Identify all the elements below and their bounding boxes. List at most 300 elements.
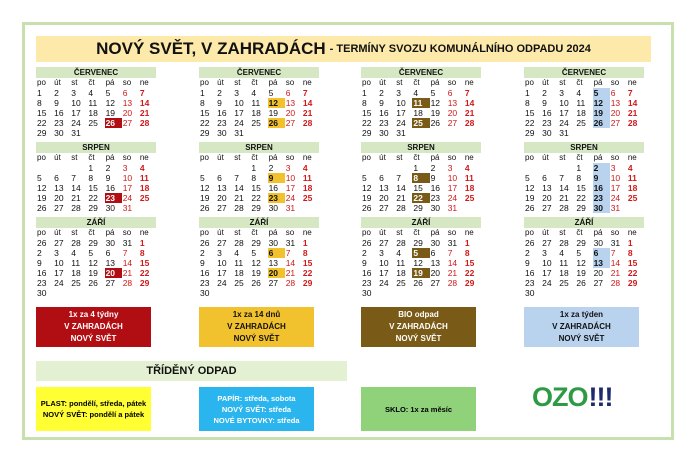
calendar-day: 5 <box>37 173 42 183</box>
calendar-day <box>233 163 250 173</box>
weekday-header: po <box>37 78 46 87</box>
calendar-day: 6 <box>379 173 384 183</box>
calendar-day: 28 <box>234 203 244 213</box>
prev-month-day: 28 <box>396 238 406 248</box>
calendar-day: 8 <box>362 98 367 108</box>
calendar-day: 24 <box>285 193 296 203</box>
legend-box <box>524 307 639 347</box>
calendar-day: 1 <box>302 238 308 248</box>
calendar-day: 25 <box>576 118 586 128</box>
prev-month-day: 31 <box>122 238 133 248</box>
calendar-day: 18 <box>413 108 423 118</box>
calendar-day: 29 <box>464 278 475 288</box>
calendar-day: 1 <box>139 238 145 248</box>
calendar-day: 12 <box>88 258 98 268</box>
calendar-day: 15 <box>362 108 372 118</box>
calendar-day <box>361 163 378 173</box>
calendar-day: 16 <box>430 183 441 193</box>
prev-month-day: 26 <box>362 238 372 248</box>
calendar-day <box>53 288 70 298</box>
calendar-day: 17 <box>217 268 227 278</box>
weekday-header: ne <box>464 228 474 237</box>
calendar-day <box>139 288 156 298</box>
calendar-day: 31 <box>559 128 569 138</box>
calendar-day <box>378 288 395 298</box>
calendar-day: 31 <box>610 203 621 213</box>
weekday-header: ne <box>464 78 474 87</box>
title-main: NOVÝ SVĚT, V ZAHRADÁCH <box>96 39 326 58</box>
calendar-day: 18 <box>139 183 150 193</box>
weekday-header: po <box>200 78 209 87</box>
weekday-header: st <box>559 228 566 237</box>
month-grid <box>361 228 481 298</box>
calendar-day: 15 <box>200 108 210 118</box>
calendar-day: 8 <box>576 173 582 183</box>
calendar-day: 9 <box>430 173 436 183</box>
calendar-day: 9 <box>379 98 384 108</box>
calendar-day: 8 <box>412 173 429 183</box>
calendar-day: 18 <box>559 268 569 278</box>
calendar-day: 13 <box>430 258 441 268</box>
calendar-day: 20 <box>593 268 604 278</box>
calendar-day: 30 <box>54 128 64 138</box>
calendar-day: 16 <box>200 268 210 278</box>
calendar-day: 30 <box>37 288 47 298</box>
calendar-day: 17 <box>379 268 389 278</box>
calendar-day: 15 <box>88 183 98 193</box>
calendar-day: 18 <box>396 268 406 278</box>
calendar-day: 13 <box>122 98 133 108</box>
legend-line: NOVÝ SVĚT <box>70 334 117 343</box>
weekday-header: po <box>200 228 209 237</box>
calendar-day: 2 <box>542 88 547 98</box>
month-name: ČERVENEC <box>36 67 156 78</box>
calendar-day: 28 <box>122 278 133 288</box>
calendar-day <box>464 128 481 138</box>
calendar-day: 31 <box>71 128 81 138</box>
calendar-day: 20 <box>285 108 296 118</box>
calendar-day: 18 <box>464 183 475 193</box>
calendar-day: 28 <box>627 118 638 128</box>
calendar-day <box>575 288 592 298</box>
calendar-day <box>302 128 319 138</box>
calendar-day: 7 <box>285 248 291 258</box>
weekday-header: so <box>122 228 132 237</box>
calendar-day: 5 <box>105 88 111 98</box>
month-grid <box>361 78 481 138</box>
calendar-day: 12 <box>37 183 47 193</box>
calendar-day: 14 <box>627 98 638 108</box>
calendar-day: 1 <box>362 88 367 98</box>
papir-box <box>199 387 314 431</box>
prev-month-day: 29 <box>413 238 423 248</box>
calendar-day: 12 <box>413 258 423 268</box>
weekday-header: po <box>362 228 371 237</box>
calendar-day: 3 <box>285 163 291 173</box>
calendar-day: 8 <box>88 173 94 183</box>
calendar-day: 19 <box>525 193 535 203</box>
calendar-day: 2 <box>268 163 274 173</box>
calendar-day: 1 <box>627 238 633 248</box>
calendar-day: 29 <box>576 203 586 213</box>
weekday-header: st <box>71 153 78 162</box>
calendar-day: 13 <box>268 258 279 268</box>
calendar-day: 1 <box>200 88 205 98</box>
calendar-day: 4 <box>234 248 240 258</box>
calendar-day: 7 <box>447 248 453 258</box>
calendar-day: 11 <box>88 98 98 108</box>
calendar-day: 10 <box>542 258 552 268</box>
calendar-day: 7 <box>302 88 308 98</box>
calendar-day: 17 <box>54 268 64 278</box>
prev-month-day: 27 <box>54 238 64 248</box>
calendar-day: 31 <box>234 128 244 138</box>
weekday-header: so <box>610 228 620 237</box>
calendar-day <box>593 288 610 298</box>
calendar-day: 18 <box>251 108 261 118</box>
calendar-day: 20 <box>122 108 133 118</box>
weekday-header: pá <box>268 228 278 237</box>
calendar-day: 22 <box>362 118 372 128</box>
calendar-day: 24 <box>54 278 64 288</box>
calendar-day: 20 <box>268 268 285 278</box>
calendar-day: 20 <box>447 108 458 118</box>
legend-line: V ZAHRADÁCH <box>552 322 611 331</box>
calendar-day: 22 <box>302 268 313 278</box>
calendar-day <box>464 288 481 298</box>
calendar-day: 15 <box>576 183 586 193</box>
calendar-day <box>541 288 558 298</box>
weekday-header: so <box>285 153 295 162</box>
calendar-day: 14 <box>285 258 296 268</box>
month-grid <box>524 153 644 213</box>
calendar-day: 27 <box>430 278 441 288</box>
calendar-day: 21 <box>464 108 475 118</box>
weekday-header: út <box>217 78 224 87</box>
calendar-day <box>575 128 592 138</box>
sklo-line: SKLO: 1x za měsíc <box>384 404 453 414</box>
calendar-day: 22 <box>464 268 475 278</box>
calendar-day: 25 <box>302 193 313 203</box>
calendar-day: 1 <box>251 163 257 173</box>
calendar-day <box>268 288 285 298</box>
weekday-header: po <box>362 78 371 87</box>
calendar-day: 18 <box>627 183 638 193</box>
calendar-day: 25 <box>234 278 244 288</box>
calendar-day: 6 <box>105 248 111 258</box>
calendar-day: 19 <box>268 108 279 118</box>
logo-text: OZO <box>532 382 588 412</box>
calendar-day: 2 <box>37 248 42 258</box>
calendar-day: 21 <box>139 108 150 118</box>
calendar-day: 29 <box>251 203 261 213</box>
calendar-day <box>430 128 447 138</box>
weekday-header: po <box>362 153 371 162</box>
weekday-header: čt <box>413 78 420 87</box>
legend-line: 1x za 14 dnů <box>232 310 281 319</box>
weekday-header: pá <box>430 228 440 237</box>
prev-month-day: 26 <box>37 238 47 248</box>
calendar-day: 25 <box>251 118 261 128</box>
calendar-day <box>70 288 87 298</box>
calendar-day: 25 <box>412 118 429 128</box>
calendar-day: 16 <box>379 108 389 118</box>
calendar-day: 15 <box>413 183 423 193</box>
calendar-day: 26 <box>268 118 285 128</box>
calendar-day: 23 <box>542 118 552 128</box>
calendar-day: 5 <box>251 248 257 258</box>
calendar-day <box>233 288 250 298</box>
calendar-day: 24 <box>217 278 227 288</box>
calendar-day: 23 <box>268 193 285 203</box>
calendar-column <box>524 67 644 302</box>
calendar-day: 26 <box>200 203 210 213</box>
calendar-day: 31 <box>396 128 406 138</box>
legend-line: BIO odpad <box>398 310 439 319</box>
calendar-day: 19 <box>362 193 372 203</box>
calendar-day: 6 <box>268 248 285 258</box>
calendar-day: 21 <box>71 193 81 203</box>
month-name: SRPEN <box>361 142 481 153</box>
calendar-day: 23 <box>430 193 441 203</box>
calendar-day: 17 <box>542 268 552 278</box>
calendar-day: 24 <box>396 118 406 128</box>
weekday-header: čt <box>88 153 95 162</box>
calendar-day: 16 <box>217 108 227 118</box>
calendar-day: 26 <box>362 203 372 213</box>
calendar-day: 30 <box>362 288 372 298</box>
legend-line: 1x za týden <box>559 310 604 319</box>
weekday-header: út <box>54 228 61 237</box>
calendar-day: 3 <box>234 88 240 98</box>
calendar-day <box>541 163 558 173</box>
calendar-day: 16 <box>268 183 279 193</box>
calendar-day: 11 <box>396 258 406 268</box>
month-name: ČERVENEC <box>361 67 481 78</box>
calendar-day: 27 <box>285 118 296 128</box>
calendar-day <box>285 288 302 298</box>
weekday-header: so <box>122 78 132 87</box>
sorted-waste-title: TŘÍDĚNÝ ODPAD <box>36 361 347 381</box>
month-block <box>361 67 481 138</box>
calendar-day: 2 <box>593 163 610 173</box>
calendar-day: 7 <box>71 173 77 183</box>
month-block <box>524 142 644 213</box>
calendar-day: 14 <box>447 258 458 268</box>
calendar-day: 24 <box>71 118 81 128</box>
calendar-day: 5 <box>593 88 610 98</box>
calendar-day: 10 <box>71 98 81 108</box>
calendar-day: 14 <box>234 183 244 193</box>
calendar-day <box>139 128 156 138</box>
prev-month-day: 31 <box>285 238 296 248</box>
prev-month-day: 30 <box>593 238 604 248</box>
prev-month-day: 27 <box>379 238 389 248</box>
calendar-day: 29 <box>413 203 423 213</box>
calendar-day: 27 <box>268 278 279 288</box>
calendar-day: 28 <box>302 118 313 128</box>
calendar-day: 23 <box>200 278 210 288</box>
month-name: ČERVENEC <box>524 67 644 78</box>
weekday-header: út <box>379 78 386 87</box>
calendar-day: 24 <box>122 193 133 203</box>
calendar-day: 7 <box>122 248 128 258</box>
prev-month-day: 28 <box>559 238 569 248</box>
month-grid <box>36 228 156 298</box>
calendar-day: 3 <box>54 248 59 258</box>
sklo-box <box>361 387 476 431</box>
calendar-day: 3 <box>217 248 222 258</box>
weekday-header: út <box>54 153 61 162</box>
calendar-day: 22 <box>525 118 535 128</box>
weekday-header: st <box>234 153 241 162</box>
month-name: SRPEN <box>524 142 644 153</box>
weekday-header: st <box>396 228 403 237</box>
weekday-header: so <box>447 153 457 162</box>
calendar-day: 22 <box>139 268 150 278</box>
calendar-day: 6 <box>122 88 128 98</box>
weekday-header: st <box>396 78 403 87</box>
calendar-day: 8 <box>302 248 308 258</box>
calendar-day: 2 <box>430 163 436 173</box>
prev-month-day: 29 <box>88 238 98 248</box>
calendar-day: 9 <box>37 258 42 268</box>
month-name: ZÁŘÍ <box>199 217 319 228</box>
calendar-day: 16 <box>542 108 552 118</box>
weekday-header: st <box>234 78 241 87</box>
calendar-day: 10 <box>54 258 64 268</box>
calendar-day: 24 <box>447 193 458 203</box>
calendar-day: 19 <box>412 268 429 278</box>
weekday-header: ne <box>139 78 149 87</box>
calendar-day: 14 <box>559 183 569 193</box>
calendar-day: 19 <box>105 108 116 118</box>
calendar-day: 15 <box>302 258 313 268</box>
calendar-day <box>447 288 464 298</box>
calendar-day: 12 <box>576 258 586 268</box>
calendar-day: 26 <box>251 278 261 288</box>
month-grid <box>36 153 156 213</box>
prev-month-day: 28 <box>71 238 81 248</box>
weekday-header: čt <box>251 78 258 87</box>
calendar-day: 23 <box>379 118 389 128</box>
calendar-day: 17 <box>447 183 458 193</box>
weekday-header: čt <box>88 78 95 87</box>
weekday-header: čt <box>576 153 583 162</box>
prev-month-day: 30 <box>105 238 116 248</box>
calendar-day: 29 <box>139 278 150 288</box>
calendar-day: 3 <box>447 163 453 173</box>
plast-line: NOVÝ SVĚT: pondělí a pátek <box>42 410 145 419</box>
calendar-day: 27 <box>610 118 621 128</box>
calendar-day: 7 <box>464 88 470 98</box>
weekday-header: pá <box>593 153 603 162</box>
calendar-day: 16 <box>362 268 372 278</box>
weekday-header: ne <box>302 228 312 237</box>
month-block <box>361 217 481 298</box>
weekday-header: út <box>217 228 224 237</box>
papir-line: NOVÝ SVĚT: středa <box>221 404 292 414</box>
calendar-day: 16 <box>54 108 64 118</box>
calendar-day: 7 <box>234 173 240 183</box>
calendar-day <box>105 288 122 298</box>
calendar-day <box>105 128 122 138</box>
calendar-day: 21 <box>610 268 621 278</box>
month-block <box>199 142 319 213</box>
weekday-header: čt <box>251 153 258 162</box>
calendar-day: 4 <box>413 88 419 98</box>
calendar-day <box>412 288 429 298</box>
calendar-day: 19 <box>430 108 441 118</box>
legend-line: V ZAHRADÁCH <box>389 322 448 331</box>
calendar-day: 26 <box>105 118 122 128</box>
legend-box <box>199 307 314 347</box>
calendar-day <box>627 128 644 138</box>
calendar-day: 3 <box>559 88 565 98</box>
calendar-day: 8 <box>139 248 145 258</box>
weekday-header: st <box>559 78 566 87</box>
legend-line: NOVÝ SVĚT <box>395 334 442 343</box>
calendar-day <box>302 203 319 213</box>
prev-month-day: 29 <box>576 238 586 248</box>
calendar-day: 10 <box>610 173 621 183</box>
calendar-day: 11 <box>71 258 81 268</box>
calendar-day: 9 <box>362 258 367 268</box>
calendar-day <box>70 163 87 173</box>
calendar-day: 28 <box>464 118 475 128</box>
calendar-day: 12 <box>430 98 441 108</box>
calendar-day: 26 <box>525 203 535 213</box>
calendar-day <box>53 163 70 173</box>
calendar-day: 4 <box>302 163 308 173</box>
calendar-day: 18 <box>576 108 586 118</box>
calendar-day: 1 <box>413 163 419 173</box>
calendar-day: 6 <box>447 88 453 98</box>
calendar-day: 15 <box>251 183 261 193</box>
calendar-day: 27 <box>379 203 389 213</box>
calendar-day <box>268 128 285 138</box>
calendar-day: 2 <box>217 88 222 98</box>
calendar-day: 4 <box>71 248 77 258</box>
calendar-day: 12 <box>525 183 535 193</box>
calendar-day <box>87 288 104 298</box>
calendar-day: 26 <box>37 203 47 213</box>
calendar-day: 21 <box>559 193 569 203</box>
calendar-day: 1 <box>37 88 42 98</box>
calendar-day: 29 <box>37 128 47 138</box>
calendar-day: 10 <box>396 98 406 108</box>
calendar-day: 17 <box>285 183 296 193</box>
calendar-day: 3 <box>542 248 547 258</box>
calendar-day: 12 <box>105 98 116 108</box>
calendar-day: 7 <box>396 173 402 183</box>
weekday-header: so <box>610 78 620 87</box>
calendar-day: 22 <box>200 118 210 128</box>
calendar-day: 24 <box>542 278 552 288</box>
calendar-day: 4 <box>88 88 94 98</box>
calendar-day: 22 <box>88 193 98 203</box>
calendar-day: 5 <box>200 173 205 183</box>
calendar-day: 26 <box>576 278 586 288</box>
calendar-day: 29 <box>88 203 98 213</box>
calendar-column <box>361 67 481 302</box>
calendar-day: 12 <box>251 258 261 268</box>
calendar-day: 3 <box>610 163 616 173</box>
calendar-day: 17 <box>71 108 81 118</box>
weekday-header: pá <box>268 153 278 162</box>
calendar-day: 5 <box>362 173 367 183</box>
calendar-day: 2 <box>525 248 530 258</box>
